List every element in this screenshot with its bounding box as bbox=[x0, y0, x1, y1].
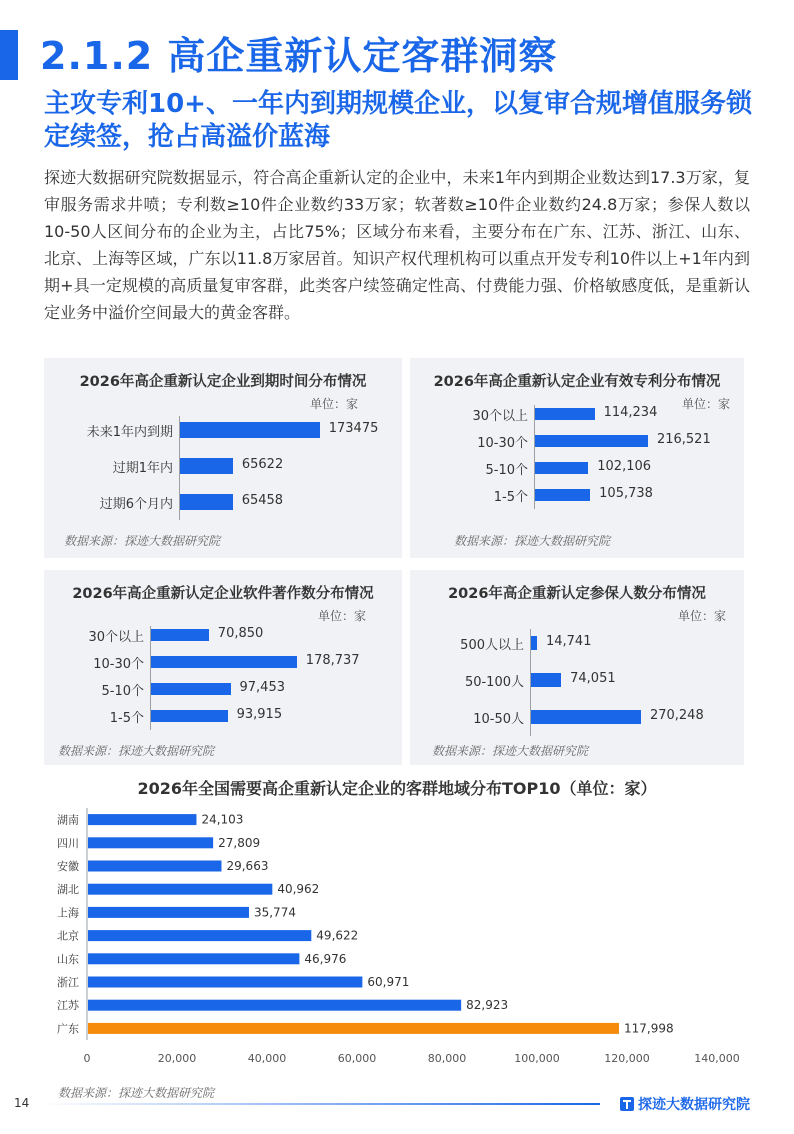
category-label: 上海 bbox=[57, 906, 79, 920]
category-label: 未来1年内到期 bbox=[86, 425, 173, 440]
value-label: 105,738 bbox=[599, 486, 653, 501]
value-label: 93,915 bbox=[236, 707, 283, 722]
category-label: 30个以上 bbox=[88, 630, 144, 645]
value-label: 74,051 bbox=[570, 671, 616, 686]
category-label: 50-100人 bbox=[464, 675, 524, 690]
category-label: 10-30个 bbox=[93, 657, 144, 672]
value-label: 40,962 bbox=[277, 882, 320, 897]
bar bbox=[535, 435, 648, 447]
bar bbox=[535, 408, 595, 420]
bar bbox=[88, 814, 196, 825]
category-label: 浙江 bbox=[57, 976, 79, 989]
source-label: 数据来源：探迹大数据研究院 bbox=[58, 744, 215, 758]
value-label: 46,976 bbox=[304, 951, 347, 966]
category-label: 5-10个 bbox=[101, 684, 144, 699]
category-label: 北京 bbox=[57, 929, 79, 943]
x-tick-label: 40,000 bbox=[247, 1052, 287, 1065]
bar bbox=[151, 629, 209, 641]
category-label: 1-5个 bbox=[493, 490, 528, 505]
category-label: 山东 bbox=[57, 952, 79, 966]
bar bbox=[151, 656, 297, 668]
chart-title: 2026年高企重新认定企业有效专利分布情况 bbox=[433, 374, 721, 390]
value-label: 97,453 bbox=[239, 680, 285, 695]
category-label: 安徽 bbox=[57, 860, 79, 873]
source-label: 数据来源：探迹大数据研究院 bbox=[432, 744, 589, 758]
bar bbox=[88, 1023, 619, 1034]
bar bbox=[88, 977, 362, 988]
chart-title: 2026年高企重新认定参保人数分布情况 bbox=[448, 586, 706, 602]
x-tick-label: 20,000 bbox=[157, 1052, 197, 1065]
value-label: 117,998 bbox=[623, 1021, 674, 1036]
value-label: 270,248 bbox=[649, 708, 704, 723]
chart-title: 2026年高企重新认定企业软件著作数分布情况 bbox=[72, 586, 374, 602]
category-label: 湖南 bbox=[57, 813, 79, 827]
value-label: 35,774 bbox=[253, 905, 296, 920]
region-chart bbox=[0, 800, 794, 1100]
category-label: 广东 bbox=[57, 1022, 79, 1036]
category-label: 过期6个月内 bbox=[99, 497, 173, 512]
unit-label: 单位：家 bbox=[309, 397, 358, 411]
bar bbox=[180, 494, 233, 510]
source-label: 数据来源：探迹大数据研究院 bbox=[58, 1086, 215, 1100]
brand-name: 探迹大数据研究院 bbox=[638, 1097, 750, 1113]
category-label: 500人以上 bbox=[460, 638, 524, 653]
x-tick-label: 0 bbox=[83, 1052, 91, 1065]
bar bbox=[531, 636, 537, 650]
bar bbox=[88, 907, 249, 918]
category-label: 10-30个 bbox=[477, 436, 528, 451]
value-label: 216,521 bbox=[656, 432, 711, 447]
bar bbox=[535, 462, 588, 474]
chart-panel-insured bbox=[410, 570, 744, 765]
value-label: 65622 bbox=[241, 457, 284, 472]
unit-label: 单位：家 bbox=[317, 609, 366, 623]
bar bbox=[151, 710, 228, 722]
value-label: 29,663 bbox=[226, 859, 269, 873]
body-paragraph: 探迹大数据研究院数据显示，符合高企重新认定的企业中，未来1年内到期企业数达到17.3万家，复审服务需求井喷；专利数≥10件企业数约33万家；软著数≥10件企业数约24.8万家；参保人数以10-50人区间分布的企业为主，占比75%；区域分布来看，主要分布在广东、江苏、浙江、山东、北京、上海等区域，广东以11.8万家居首。知识产权代理机构可以重点开发专利10件以上+1年内到期+具一定规模的高质量复审客群，此类客户续签确定性高、付费能力强、价格敏感度低，是重新认定业务中溢价空间最大的黄金客群。 bbox=[44, 168, 750, 322]
value-label: 60,971 bbox=[367, 975, 410, 989]
bar bbox=[180, 458, 233, 474]
bar bbox=[151, 683, 231, 695]
value-label: 173475 bbox=[328, 421, 379, 436]
bar bbox=[531, 673, 561, 687]
value-label: 65458 bbox=[241, 493, 284, 508]
chart-title: 2026年高企重新认定企业到期时间分布情况 bbox=[79, 374, 367, 390]
unit-label: 单位：家 bbox=[677, 609, 726, 623]
value-label: 24,103 bbox=[201, 812, 244, 827]
page-title: 2.1.2 高企重新认定客群洞察 bbox=[40, 34, 558, 78]
unit-label: 单位：家 bbox=[681, 397, 730, 411]
value-label: 114,234 bbox=[603, 405, 658, 420]
value-label: 27,809 bbox=[218, 835, 261, 850]
chart-panel-software bbox=[44, 570, 402, 765]
value-label: 49,622 bbox=[316, 928, 359, 943]
source-label: 数据来源：探迹大数据研究院 bbox=[454, 534, 611, 548]
source-label: 数据来源：探迹大数据研究院 bbox=[64, 534, 221, 548]
bar bbox=[88, 1000, 461, 1011]
x-tick-label: 60,000 bbox=[337, 1052, 377, 1065]
category-label: 5-10个 bbox=[485, 463, 528, 478]
value-label: 102,106 bbox=[597, 459, 652, 474]
page-number: 14 bbox=[14, 1096, 30, 1110]
category-label: 湖北 bbox=[57, 883, 79, 897]
x-tick-label: 80,000 bbox=[427, 1052, 467, 1065]
bar bbox=[88, 861, 221, 872]
category-label: 江苏 bbox=[57, 999, 79, 1013]
chart-panel-patents bbox=[410, 358, 744, 558]
x-tick-label: 120,000 bbox=[604, 1052, 650, 1065]
bar bbox=[88, 837, 213, 848]
bar bbox=[88, 930, 311, 941]
bar bbox=[88, 953, 299, 964]
region-chart-title: 2026年全国需要高企重新认定企业的客群地域分布TOP10（单位：家） bbox=[137, 779, 657, 798]
category-label: 四川 bbox=[57, 836, 79, 850]
category-label: 10-50人 bbox=[473, 712, 524, 727]
value-label: 82,923 bbox=[466, 998, 509, 1013]
category-label: 过期1年内 bbox=[112, 461, 173, 476]
footer-divider bbox=[40, 1103, 600, 1105]
section-accent-bar bbox=[0, 30, 18, 80]
footer-brand bbox=[620, 1094, 750, 1114]
page-subtitle: 主攻专利10+、一年内到期规模企业，以复审合规增值服务锁定续签，抢占高溢价蓝海 bbox=[44, 89, 752, 152]
value-label: 70,850 bbox=[217, 626, 264, 641]
category-label: 1-5个 bbox=[109, 711, 144, 726]
bar bbox=[88, 884, 272, 895]
bar bbox=[535, 489, 590, 501]
bar bbox=[531, 710, 641, 724]
brand-logo-icon bbox=[620, 1097, 634, 1111]
x-tick-label: 140,000 bbox=[694, 1052, 740, 1065]
x-tick-label: 100,000 bbox=[514, 1052, 560, 1065]
bar bbox=[180, 422, 320, 438]
chart-panel-expiry bbox=[44, 358, 402, 558]
category-label: 30个以上 bbox=[472, 409, 528, 424]
value-label: 178,737 bbox=[305, 653, 360, 668]
value-label: 14,741 bbox=[545, 634, 592, 649]
